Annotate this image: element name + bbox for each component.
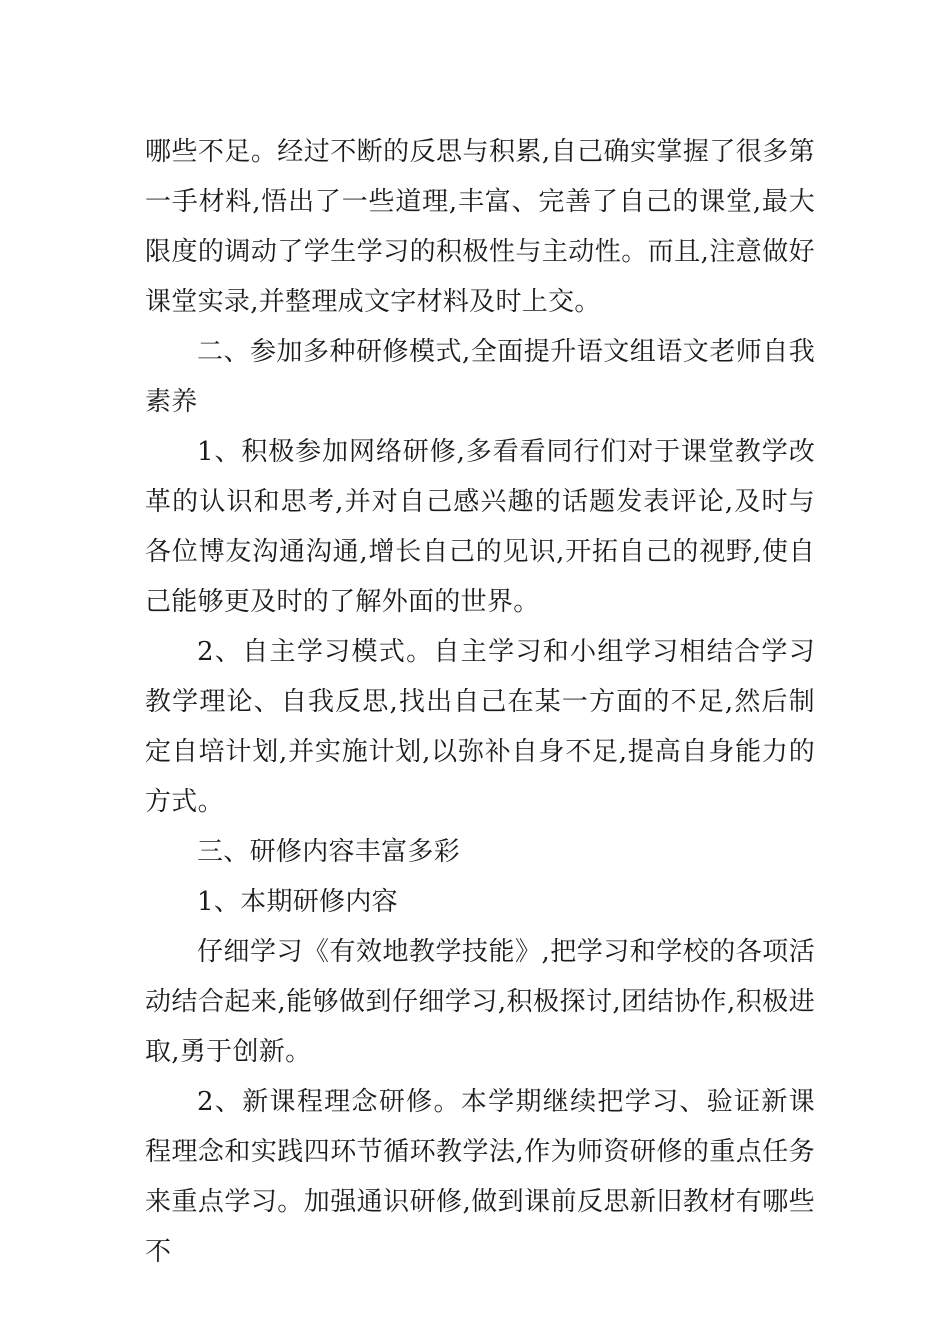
section-heading-2: 二、参加多种研修模式,全面提升语文组语文老师自我素养 xyxy=(145,337,815,417)
paragraph-continuation: 哪些不足。经过不断的反思与积累,自己确实掌握了很多第一手材料,悟出了一些道理,丰富、完善了自己的课堂,最大限度的调动了学生学习的积极性与主动性。而且,注意做好课堂实录,并整理成文字材料及时上交。 xyxy=(145,137,815,317)
paragraph-new-curriculum: 2、新课程理念研修。本学期继续把学习、验证新课程理念和实践四环节循环教学法,作为师资研修的重点任务来重点学习。加强通识研修,做到课前反思新旧教材有哪些不 xyxy=(145,1087,815,1267)
paragraph-effective-teaching: 仔细学习《有效地教学技能》,把学习和学校的各项活动结合起来,能够做到仔细学习,积极探讨,团结协作,积极进取,勇于创新。 xyxy=(145,937,815,1067)
subheading-current-content: 1、本期研修内容 xyxy=(197,887,398,917)
section-heading-3: 三、研修内容丰富多彩 xyxy=(197,837,461,867)
paragraph-self-study: 2、自主学习模式。自主学习和小组学习相结合学习教学理论、自我反思,找出自己在某一方面的不足,然后制定自培计划,并实施计划,以弥补自身不足,提高自身能力的方式。 xyxy=(145,637,815,817)
document-body xyxy=(145,127,815,1277)
paragraph-network-study: 1、积极参加网络研修,多看看同行们对于课堂教学改革的认识和思考,并对自己感兴趣的话题发表评论,及时与各位博友沟通沟通,增长自己的见识,开拓自己的视野,使自己能够更及时的了解外面的世界。 xyxy=(145,437,815,617)
